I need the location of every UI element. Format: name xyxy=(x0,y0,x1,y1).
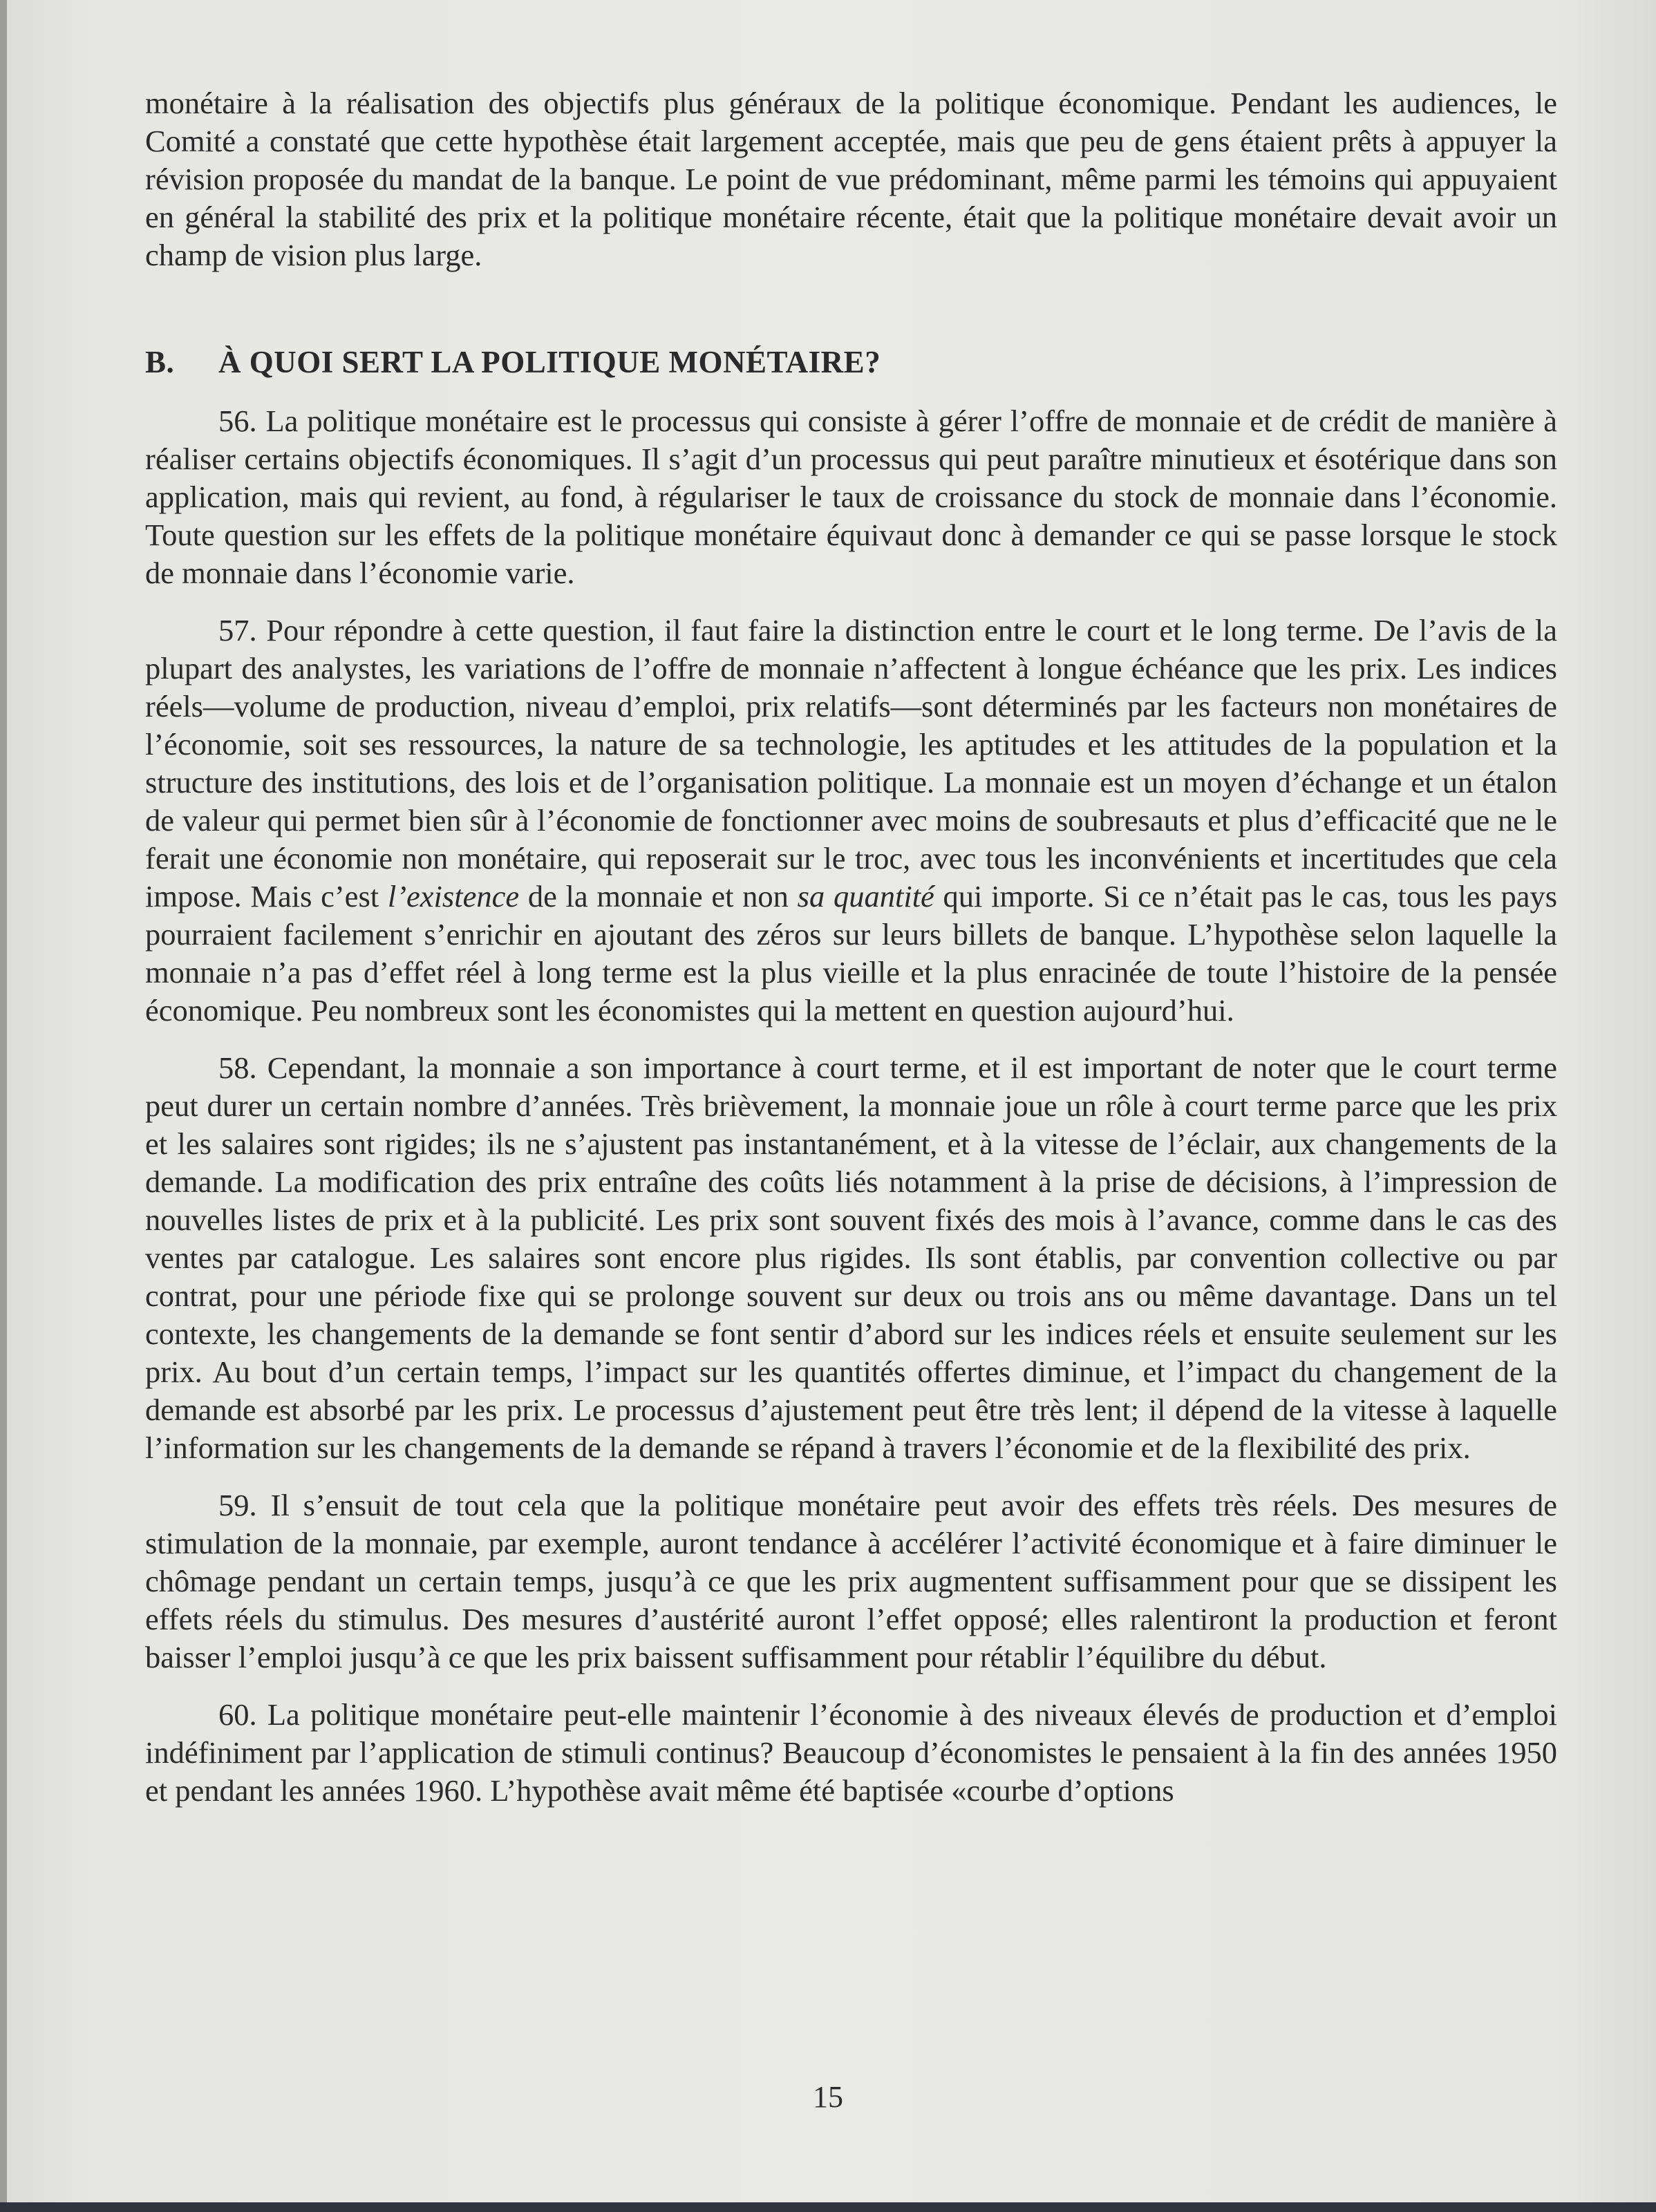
paragraph-text: de la monnaie et non xyxy=(527,879,789,914)
paragraph-number: 60. xyxy=(218,1697,257,1732)
page-left-edge xyxy=(0,0,7,2212)
paragraph-text: Pour répondre à cette question, il faut faire la distinction entre le court et le long terme. De l’avis de la plupart des analystes, les variations de l’offre de monnaie n’affectent à longue échéance que les prix. Les indices réels—volume de production, niveau d’emploi, prix relatifs—sont déterminés par les facteurs non monétaires de l’économie, soit ses ressources, la nature de sa technologie, les aptitudes et les attitudes de la population et la structure des institutions, des lois et de l’organisation politique. La monnaie est un moyen d’échange et un étalon de valeur qui permet bien sûr à l’économie de fonctionner avec moins de soubresauts et plus d’efficacité que ne le ferait une économie non monétaire, qui reposerait sur le troc, avec tous les inconvénients et incertitudes que cela impose. Mais c’est xyxy=(145,613,1557,914)
emphasis-quantity: sa quantité xyxy=(797,879,934,914)
paragraph-58 xyxy=(145,1049,1557,1467)
paragraph-text: Il s’ensuit de tout cela que la politique monétaire peut avoir des effets très réels. Des mesures de stimulation de la monnaie, par exemple, auront tendance à accélérer l’activité économique et à faire diminuer le chômage pendant un certain temps, jusqu’à ce que les prix augmentent suffisamment pour que se dissipent les effets réels du stimulus. Des mesures d’austérité auront l’effet opposé; elles ralentiront la production et feront baisser l’emploi jusqu’à ce que les prix baissent suffisamment pour rétablir l’équilibre du début. xyxy=(145,1488,1558,1674)
section-label: B. xyxy=(145,345,175,379)
section-title: À QUOI SERT LA POLITIQUE MONÉTAIRE? xyxy=(218,345,881,379)
paragraph-number: 56. xyxy=(218,404,257,438)
paragraph-text: qui importe. Si ce n’était pas le cas, tous les pays pourraient facilement s’enrichir en ajoutant des zéros sur leurs billets de banque. L’hypothèse selon laquelle la monnaie n’a pas d’effet réel à long terme est la plus vieille et la plus enracinée de toute l’histoire de la pensée économique. Peu nombreux sont les économistes qui la mettent en question aujourd’hui. xyxy=(145,879,1558,1028)
emphasis-existence: l’existence xyxy=(387,879,520,914)
paragraph-59 xyxy=(145,1486,1557,1676)
paragraph-60 xyxy=(145,1696,1557,1810)
paragraph-text: La politique monétaire peut-elle maintenir l’économie à des niveaux élevés de production et d’emploi indéfiniment par l’application de stimuli continus? Beaucoup d’économistes le pensaient à la fin des années 1950 et pendant les années 1960. L’hypothèse avait même été baptisée «courbe d’options xyxy=(145,1697,1557,1808)
paragraph-text: La politique monétaire est le processus qui consiste à gérer l’offre de monnaie et de crédit de manière à réaliser certains objectifs économiques. Il s’agit d’un processus qui peut paraître minutieux et ésotérique dans son application, mais qui revient, au fond, à régulariser le taux de croissance du stock de monnaie dans l’économie. Toute question sur les effets de la politique monétaire équivaut donc à demander ce qui se passe lorsque le stock de monnaie dans l’économie varie. xyxy=(145,404,1558,590)
paragraph-number: 58. xyxy=(218,1050,257,1085)
paragraph-56 xyxy=(145,402,1557,592)
paragraph-57 xyxy=(145,612,1557,1030)
paragraph-number: 59. xyxy=(218,1488,257,1522)
page-number: 15 xyxy=(813,2080,843,2114)
page-bottom-edge xyxy=(0,2202,1656,2212)
intro-paragraph: monétaire à la réalisation des objectifs plus généraux de la politique économique. Pendant les audiences, le Comité a constaté que cette hypothèse était largement acceptée, mais que peu de gens étaient prêts à appuyer la révision proposée du mandat de la banque. Le point de vue prédominant, même parmi les témoins qui appuyaient en général la stabilité des prix et la politique monétaire récente, était que la politique monétaire devait avoir un champ de vision plus large. xyxy=(145,86,1557,272)
paragraph-number: 57. xyxy=(218,613,257,647)
section-heading xyxy=(145,343,1557,381)
paragraph-text: Cependant, la monnaie a son importance à court terme, et il est important de noter que le court terme peut durer un certain nombre d’années. Très brièvement, la monnaie joue un rôle à court terme parce que les prix et les salaires sont rigides; ils ne s’ajustent pas instantanément, et à la vitesse de l’éclair, aux changements de la demande. La modification des prix entraîne des coûts liés notamment à la prise de décisions, à l’impression de nouvelles listes de prix et à la publicité. Les prix sont souvent fixés des mois à l’avance, comme dans le cas des ventes par catalogue. Les salaires sont encore plus rigides. Ils sont établis, par convention collective ou par contrat, pour une période fixe qui se prolonge souvent sur deux ou trois ans ou même davantage. Dans un tel contexte, les changements de la demande se font sentir d’abord sur les indices réels et ensuite seulement sur les prix. Au bout d’un certain temps, l’impact sur les quantités offertes diminue, et l’impact du changement de la demande est absorbé par les prix. Le processus d’ajustement peut être très lent; il dépend de la vitesse à laquelle l’information sur les changements de la demande se répand à travers l’économie et de la flexibilité des prix. xyxy=(145,1050,1557,1465)
document-body xyxy=(145,84,1557,1810)
